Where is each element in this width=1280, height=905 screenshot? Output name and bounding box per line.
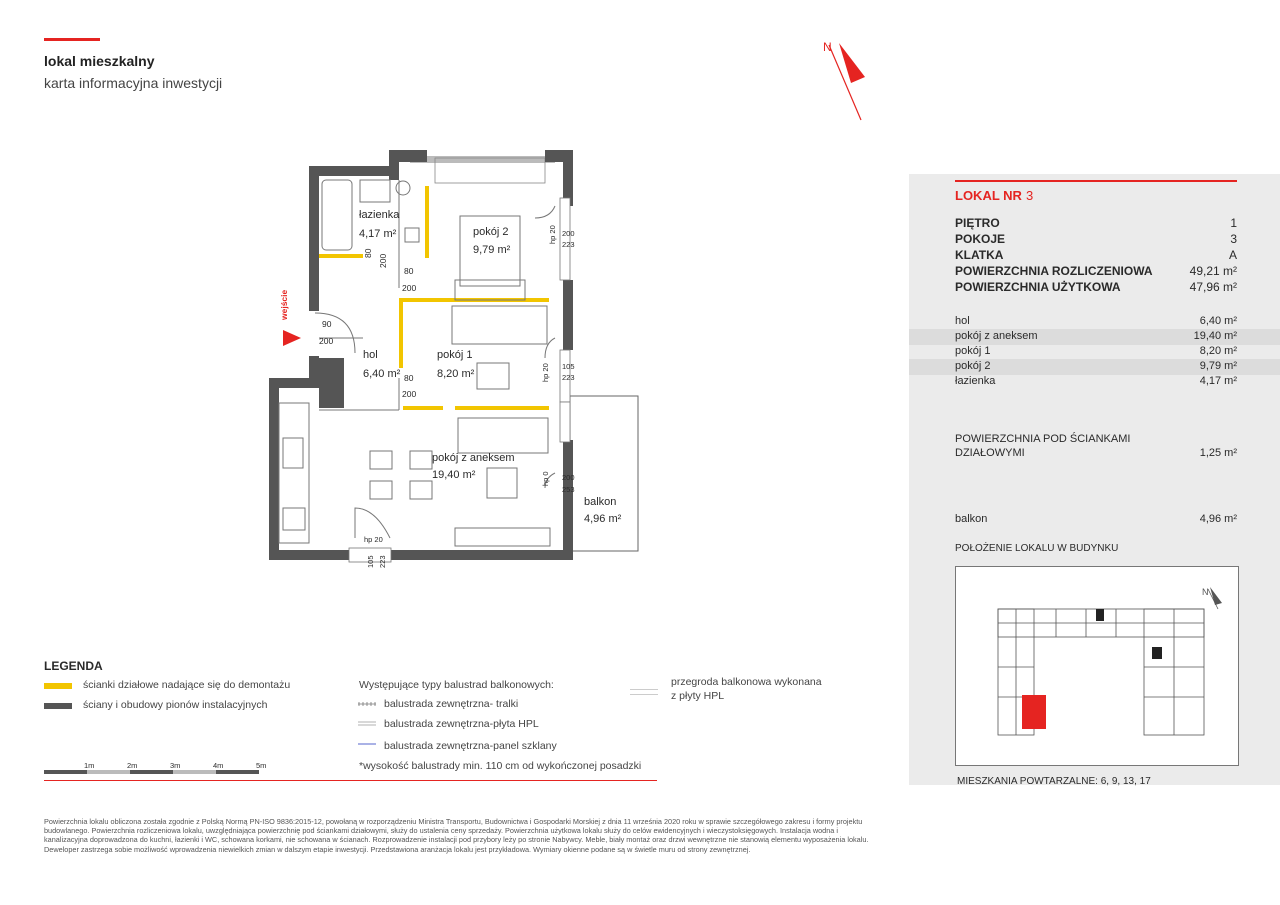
balustrade-1: balustrada zewnętrzna- tralki [384,698,519,710]
dim-room1-door-h: 200 [402,389,417,399]
dim-win4-w: 105 [366,555,375,568]
room-area-room1: 8,20 m² [437,368,475,380]
summary-row [955,248,1237,262]
balustrade-2: balustrada zewnętrzna-płyta HPL [384,718,539,730]
room-area-balcony: 4,96 m² [584,513,622,525]
legend-yellow-text: ścianki działowe nadające się do demontażu [83,679,291,691]
dim-win1-h: 223 [562,240,575,249]
summary-value: 49,21 m² [1189,264,1237,278]
room-row [955,375,1237,387]
legend-gray-text: ściany i obudowy pionów instalacyjnych [83,699,268,711]
scale-label: 5m [256,761,267,770]
room-row [955,330,1237,342]
room-area-bathroom: 4,17 m² [359,228,397,240]
dim-win2-h: 223 [562,373,575,382]
room-key: pokój 1 [955,345,991,357]
dim-room1-door-w: 80 [404,373,414,383]
legend-title: LEGENDA [44,659,103,673]
summary-value: 3 [1230,232,1237,246]
summary-key: POKOJE [955,232,1006,246]
location-title: POŁOŻENIE LOKALU W BUDYNKU [955,543,1119,554]
compass-icon [815,35,870,125]
dim-win1-hp: hp 20 [548,225,557,244]
room-key: łazienka [955,375,996,387]
building-location-map [955,566,1239,766]
dim-bath-door-h: 200 [378,253,388,268]
room-value: 9,79 m² [1199,360,1237,372]
dim-win2-hp: hp 20 [541,363,550,382]
dim-win4-h: 223 [378,555,387,568]
balustrade-note: *wysokość balustrady min. 110 cm od wykończonej posadzki [359,760,642,772]
room-area-living: 19,40 m² [432,469,476,481]
hpl-partition-1: przegroda balkonowa wykonana [671,676,822,688]
summary-key: PIĘTRO [955,216,1000,230]
scale-label: 4m [213,761,224,770]
legal-footnote: Powierzchnia lokalu obliczona została zgodnie z Polską Normą PN-ISO 9836:2015-12, powołaną w rozporządzeniu Ministra Transportu, Budownictwa i Gospodarki Morskiej z dnia 11 września 2020 roku w sprawie szczegółowego zakresu i formy projektu budowlanego. Powierzchnia rozliczeniowa lokalu, uwzględniająca powierzchnię pod ściankami działowymi, służy do ustalenia ceny sprzedaży. Powierzchnia użytkowa lokalu służy do celów ewidencyjnych i wieczystoksięgowych. Instalacja wodna i kanalizacyjna doprowadzona do kuchni, łazienki i WC, schowana korkami, nie schowana w ścianach. Rozprowadzenie instalacji pod przybory leży po stronie Nabywcy. Meble, biały montaż oraz drzwi wewnętrzne nie stanowią elementu wyposażenia lokalu. Deweloper zastrzega sobie możliwość wprowadzenia niewielkich zmian w dalszym etapie inwestycji. Przedstawiona aranżacja lokalu jest przykładowa. Wymiary okienne podane są w świetle muru od strony zewnętrznej. [44,817,869,854]
summary-key: KLATKA [955,248,1004,262]
room-key: pokój z aneksem [955,330,1038,342]
dim-win3-w: 200 [562,473,575,482]
entrance-label: wejście [279,289,289,320]
legend-gray-swatch [44,703,72,709]
panel-accent-rule [955,180,1237,182]
dim-bath-door-w: 80 [363,248,373,258]
header-accent-rule [44,38,100,41]
legend-bottom-rule [44,780,657,781]
dim-win4-hp: hp 20 [364,535,383,544]
document-subtitle: karta informacyjna inwestycji [44,75,223,91]
lokal-label: LOKAL NR [955,188,1022,203]
room-value: 4,17 m² [1199,375,1237,387]
partition-area-value: 1,25 m² [1199,447,1237,459]
dim-win2-w: 105 [562,362,575,371]
room-label-room1: pokój 1 [437,349,473,361]
summary-value: 1 [1230,216,1237,230]
balustrade-title: Występujące typy balustrad balkonowych: [359,679,554,691]
room-label-hall: hol [363,349,378,361]
balcony-row [955,513,1237,525]
room-row [955,345,1237,357]
room-label-room2: pokój 2 [473,226,509,238]
room-label-balcony: balkon [584,496,617,508]
dim-room2-door-h: 200 [402,283,417,293]
summary-row [955,280,1237,294]
room-label-living: pokój z aneksem [432,452,515,464]
partition-area-label-1: POWIERZCHNIA POD ŚCIANKAMI [955,433,1131,445]
dim-entry-h: 200 [319,336,334,346]
room-row [955,315,1237,327]
legend-yellow-swatch [44,683,72,689]
summary-row [955,216,1237,230]
hpl-partition-icon [630,689,658,695]
partition-area-label-2: DZIAŁOWYMI [955,447,1025,459]
scale-bar [44,760,274,776]
summary-row [955,264,1237,278]
summary-value: 47,96 m² [1189,280,1237,294]
summary-value: A [1228,248,1237,262]
dim-room2-door-w: 80 [404,266,414,276]
summary-key: POWIERZCHNIA ROZLICZENIOWA [955,264,1153,278]
room-value: 8,20 m² [1199,345,1237,357]
summary-key: POWIERZCHNIA UŻYTKOWA [955,280,1121,294]
scale-label: 1m [84,761,95,770]
partition-area-row [955,447,1237,459]
room-key: pokój 2 [955,360,991,372]
hpl-partition-2: z płyty HPL [671,690,725,702]
unit-highlight [1022,695,1046,729]
scale-label: 2m [127,761,138,770]
scale-label: 3m [170,761,181,770]
room-area-room2: 9,79 m² [473,244,511,256]
balcony-value: 4,96 m² [1199,513,1237,525]
lokal-number: 3 [1025,188,1034,203]
room-area-hall: 6,40 m² [363,368,401,380]
balcony-key: balkon [955,513,988,525]
summary-row [955,232,1237,246]
dim-win3-hp: hp 0 [541,471,550,486]
room-row [955,360,1237,372]
room-key: hol [955,315,970,327]
room-value: 19,40 m² [1193,330,1237,342]
lokal-title [955,188,1033,203]
dim-entry-w: 90 [322,319,332,329]
minimap-compass-label: N [1202,587,1209,597]
repeated-units: MIESZKANIA POWTARZALNE: 6, 9, 13, 17 [957,776,1151,787]
dim-win1-w: 200 [562,229,575,238]
document-title: lokal mieszkalny [44,53,155,69]
dim-win3-h: 253 [562,485,575,494]
balustrade-3: balustrada zewnętrzna-panel szklany [384,740,557,752]
room-label-bathroom: łazienka [359,209,400,221]
balustrade-icons [357,700,377,754]
compass-label: N [823,40,832,54]
room-value: 6,40 m² [1199,315,1237,327]
